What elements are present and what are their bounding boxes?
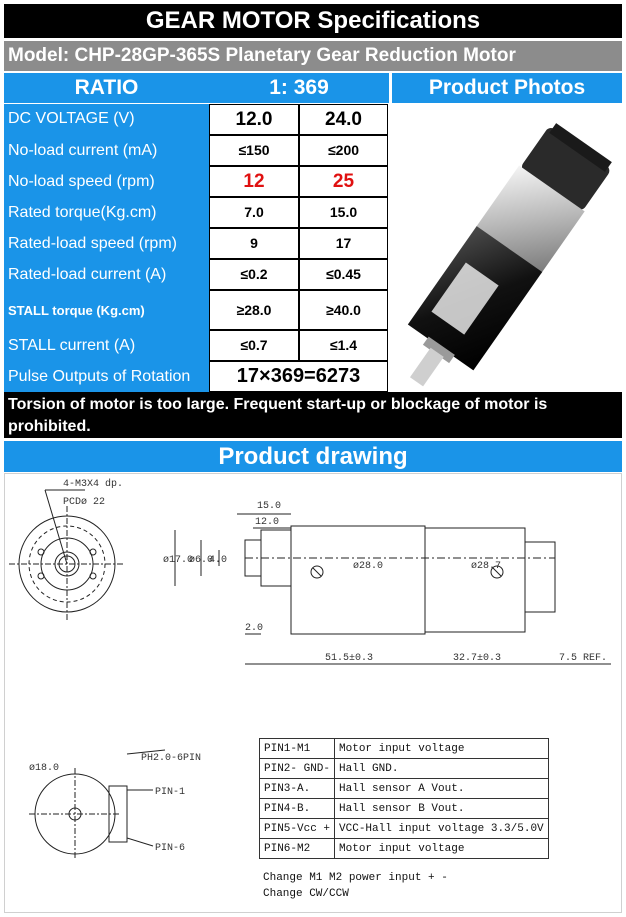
model-bar: Model: CHP-28GP-365S Planetary Gear Reduction Motor <box>4 41 622 71</box>
product-photos-label: Product Photos <box>392 73 622 103</box>
dim-2: 2.0 <box>245 623 264 634</box>
motor-photo-icon <box>390 104 622 392</box>
spec-label: STALL current (A) <box>8 337 136 354</box>
spec-label: DC VOLTAGE (V) <box>8 110 135 127</box>
spec-value-12v: 9 <box>209 228 299 259</box>
note-line: Change M1 M2 power input + - <box>263 872 448 884</box>
warning-banner: Torsion of motor is too large. Frequent start-up or blockage of motor is prohibited. <box>4 392 622 438</box>
table-row: PIN3-A. Hall sensor A Vout. <box>260 779 549 799</box>
ratio-label: RATIO <box>4 73 209 103</box>
dim-6: ø6.0 <box>189 555 214 566</box>
spec-value-12v: 12.0 <box>209 104 299 135</box>
dim-pcd: PCDø 22 <box>63 497 106 508</box>
spec-label: Rated torque(Kg.cm) <box>8 204 157 221</box>
pin-table <box>259 738 549 859</box>
dim-17: ø17.0 <box>163 555 194 566</box>
spec-value-12v: ≤150 <box>209 135 299 166</box>
page-title: GEAR MOTOR Specifications <box>4 4 622 38</box>
spec-value-24v: ≥40.0 <box>299 290 388 330</box>
connector-label: PH2.0-6PIN <box>141 753 202 764</box>
pulse-value: 17×369=6273 <box>209 361 388 392</box>
ratio-row <box>4 73 622 103</box>
table-row: PIN1-M1 Motor input voltage <box>260 739 549 759</box>
dim-4: 4.0 <box>209 555 228 566</box>
dim-15: 15.0 <box>257 501 282 512</box>
spec-value-24v: ≤0.45 <box>299 259 388 290</box>
dim-287: ø28.7 <box>471 561 502 572</box>
dim-12: 12.0 <box>255 517 280 528</box>
spec-value-24v: 25 <box>299 166 388 197</box>
dim-28: ø28.0 <box>353 561 384 572</box>
spec-value-24v: 24.0 <box>299 104 388 135</box>
product-photo <box>390 104 622 392</box>
spec-value-24v: 15.0 <box>299 197 388 228</box>
spec-value-12v: ≤0.7 <box>209 330 299 361</box>
dim-515: 51.5±0.3 <box>325 653 374 664</box>
table-row: PIN2- GND- Hall GND. <box>260 759 549 779</box>
spec-label: No-load speed (rpm) <box>8 173 155 190</box>
spec-value-12v: ≤0.2 <box>209 259 299 290</box>
spec-value-12v: 12 <box>209 166 299 197</box>
dim-18: ø18.0 <box>29 763 60 774</box>
spec-value-12v: 7.0 <box>209 197 299 228</box>
spec-value-24v: ≤200 <box>299 135 388 166</box>
table-row: PIN5-Vcc + VCC-Hall input voltage 3.3/5.0V <box>260 819 549 839</box>
drawing-title: Product drawing <box>4 441 622 472</box>
spec-value-24v: 17 <box>299 228 388 259</box>
dim-75: 7.5 REF. <box>559 653 608 664</box>
dim-327: 32.7±0.3 <box>453 653 502 664</box>
spec-label: Rated-load speed (rpm) <box>8 235 177 252</box>
spec-value-12v: ≥28.0 <box>209 290 299 330</box>
table-row: PIN6-M2 Motor input voltage <box>260 839 549 859</box>
ratio-value: 1: 369 <box>209 73 389 103</box>
pulse-label: Pulse Outputs of Rotation <box>8 368 191 385</box>
spec-label: Rated-load current (A) <box>8 266 167 283</box>
spec-label: STALL torque (Kg.cm) <box>8 303 145 318</box>
pin-1-label: PIN-1 <box>155 787 186 798</box>
spec-value-24v: ≤1.4 <box>299 330 388 361</box>
pin-6-label: PIN-6 <box>155 843 186 854</box>
note-line: Change CW/CCW <box>263 888 349 900</box>
table-row: PIN4-B. Hall sensor B Vout. <box>260 799 549 819</box>
spec-label: No-load current (mA) <box>8 142 158 159</box>
product-drawing <box>4 473 622 913</box>
dim-screw: 4-M3X4 dp. <box>63 479 124 490</box>
